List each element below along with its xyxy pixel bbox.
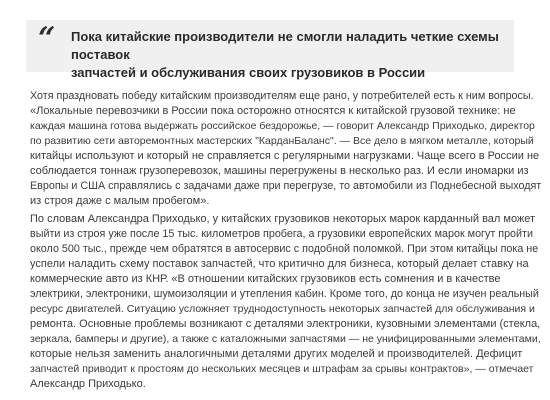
text-line: соблюдается тоннаж грузоперевозок, машины перегружены в несколько раз. И если иномарки из bbox=[30, 165, 529, 177]
text-line: Хотя праздновать победу китайским производителям еще рано, у потребителей есть к ним вопросы. bbox=[30, 90, 534, 102]
text-line: коммерческие авто из КНР. «В отношении китайских грузовиков есть сомнения и в качестве bbox=[30, 273, 501, 285]
text-line: По словам Александра Приходько, у китайских грузовиков некоторых марок карданный вал может bbox=[30, 213, 536, 225]
pull-quote-line: Пока китайские производители не смогли наладить четкие схемы поставок bbox=[71, 29, 499, 62]
text-line: которые нельзя заменить аналогичными деталями других моделей и производителей. Дефицит bbox=[30, 348, 523, 360]
text-line: успели наладить схему поставок запчастей, что критично для бизнеса, который делает ставку на bbox=[30, 258, 529, 270]
text-line: электрики, электроники, шумоизоляции и утепления кабин. Кроме того, до конца не изучен реальный bbox=[30, 288, 539, 300]
pull-quote bbox=[26, 20, 514, 80]
text-line: китайцы используют и который не справляется с регулярными нагрузками. Чаще всего в России не bbox=[30, 150, 540, 162]
text-line: запчастей приводит к простоям до нескольких месяцев и штрафам за срывы контрактов», — отмечает bbox=[30, 363, 534, 375]
text-line: зеркала, бамперы и другие), а также с каталожными запчастями — не унифицированными элементами, bbox=[30, 333, 541, 345]
pull-quote-line: запчастей и обслуживания своих грузовиков в России bbox=[71, 65, 426, 80]
pull-quote-text bbox=[71, 28, 501, 82]
text-line: каждая машина готова выдержать российское бездорожье, — говорит Александр Приходько, директор bbox=[30, 120, 535, 132]
text-line: Европы и США справлялись с задачами даже при перегрузе, то автомобили из Поднебесной выходят bbox=[30, 180, 542, 192]
text-line: «Локальные перевозчики в России пока осторожно относятся к китайской грузовой технике: не bbox=[30, 105, 516, 117]
text-line: по развитию сети авторемонтных мастерских "КарданБаланс". — Все дело в мягком металле, который bbox=[30, 135, 534, 147]
text-line: Александр Приходько. bbox=[30, 378, 146, 390]
text-line: выйти из строя уже после 15 тыс. километров пробега, а грузовики европейских марок могут пройти bbox=[30, 228, 533, 240]
text-line: из строя даже с малым пробегом». bbox=[30, 195, 210, 207]
text-line: ресурс двигателей. Ситуацию усложняет труднодоступность некоторых запчастей для обслуживания и bbox=[30, 303, 535, 315]
text-line: около 500 тыс., прежде чем обратятся в автосервис с подобной поломкой. При этом китайцы пока не bbox=[30, 243, 539, 255]
text-line: ремонта. Основные проблемы возникают с деталями электроники, кузовными элементами (стекла, bbox=[30, 318, 541, 330]
quote-mark-icon: “ bbox=[38, 21, 53, 56]
